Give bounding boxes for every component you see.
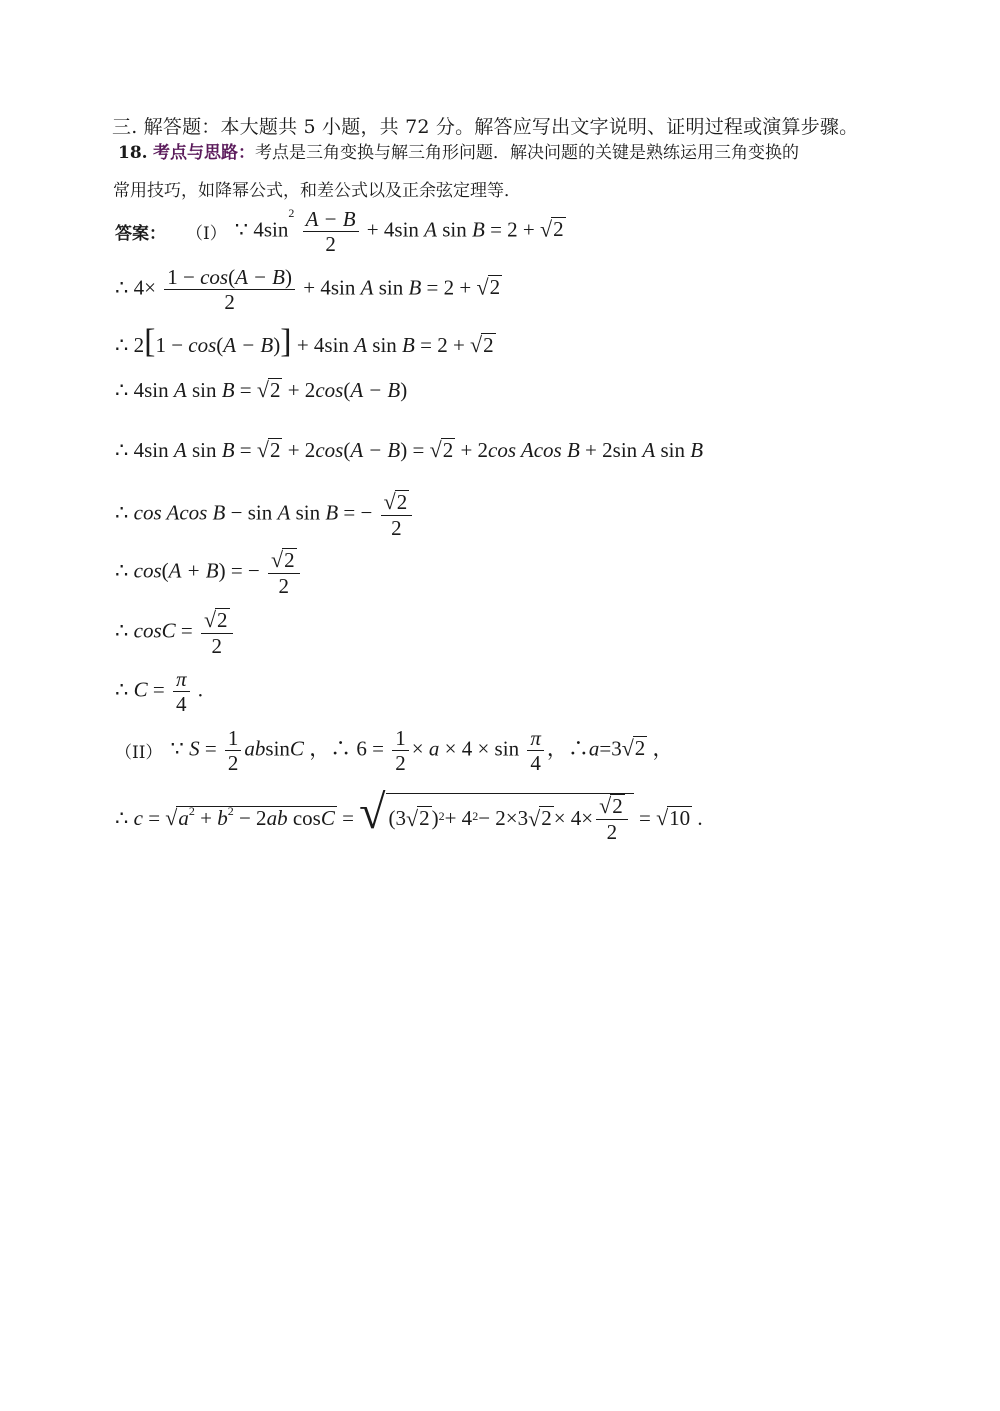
equation-7: ∴ cos(A + B) = − $\frac{√2}{2}$	[115, 548, 303, 597]
topic-label: 考点与思路：	[152, 143, 255, 163]
equation-4: ∴ 4sin A sin B = √2 + 2cos(A − B)	[115, 377, 408, 402]
topic-text-1: 考点是三角变换与解三角形问题．解决问题的关键是熟练运用三角变换的	[254, 143, 799, 163]
part-two-label: （II）	[115, 743, 163, 764]
equation-1: ∵ $4\sin^2$ $\frac{A - B}{2}$ + 4sin A sin B = 2 + √2	[234, 206, 564, 257]
section-heading: 三. 解答题：本大题共 5 小题，共 72 分。解答应写出文字说明、证明过程或演算步骤。	[112, 116, 859, 138]
problem-intro-line-2: 常用技巧，如降幂公式，和差公式以及正余弦定理等．	[113, 181, 521, 201]
equation-2: ∴ 4× $\frac{1 - \cos(A - B)}{2}$ + 4sin A sin B = 2 + √2	[115, 265, 501, 315]
equation-row-10	[115, 727, 674, 774]
equation-row-6	[115, 490, 415, 539]
equation-row-5	[115, 437, 703, 463]
equation-row-4	[115, 377, 407, 403]
problem-number: 18.	[118, 143, 148, 163]
problem-intro-line-1	[118, 138, 799, 163]
equation-5: ∴ 4sin A sin B = √2 + 2cos(A − B) = √2 + 2cos Acos B + 2sin A sin B	[115, 437, 704, 462]
equation-row-11	[115, 786, 703, 843]
equation-row-8	[115, 608, 236, 657]
equation-10: ∵ S = $\frac{1}{2}$ absinC ，∴ 6 = $\frac{1}{2}$ × a × 4 × sin $\frac{\pi}{4}$ ，∴a=3√2 ，	[170, 726, 674, 776]
equation-6: ∴ cos Acos B − sin A sin B = − $\frac{√2}{2}$	[115, 490, 415, 539]
part-one-label: （I）	[186, 224, 227, 245]
equation-row-9	[115, 668, 203, 715]
equation-11: ∴ $c = √a^2 + b^2 - 2ab$ cosC = √ (3 √ 2 ) $^2$ + 4 $^2$ − 2×3 √ 2 × 4× $\frac{√2}{2}$ = √10 .	[115, 786, 703, 845]
equation-3: ∴ 2[1 − cos(A − B)] + 4sin A sin B = 2 + √2	[115, 323, 494, 360]
equation-9: ∴ C = $\frac{\pi}{4}$ .	[115, 667, 204, 717]
equation-8: ∴ cosC = $\frac{√2}{2}$	[115, 608, 236, 657]
equation-row-7	[115, 548, 303, 597]
answer-label: 答案：	[115, 224, 166, 245]
equation-row-3	[115, 325, 496, 359]
equation-row-1	[115, 208, 566, 255]
equation-row-2	[115, 266, 502, 313]
